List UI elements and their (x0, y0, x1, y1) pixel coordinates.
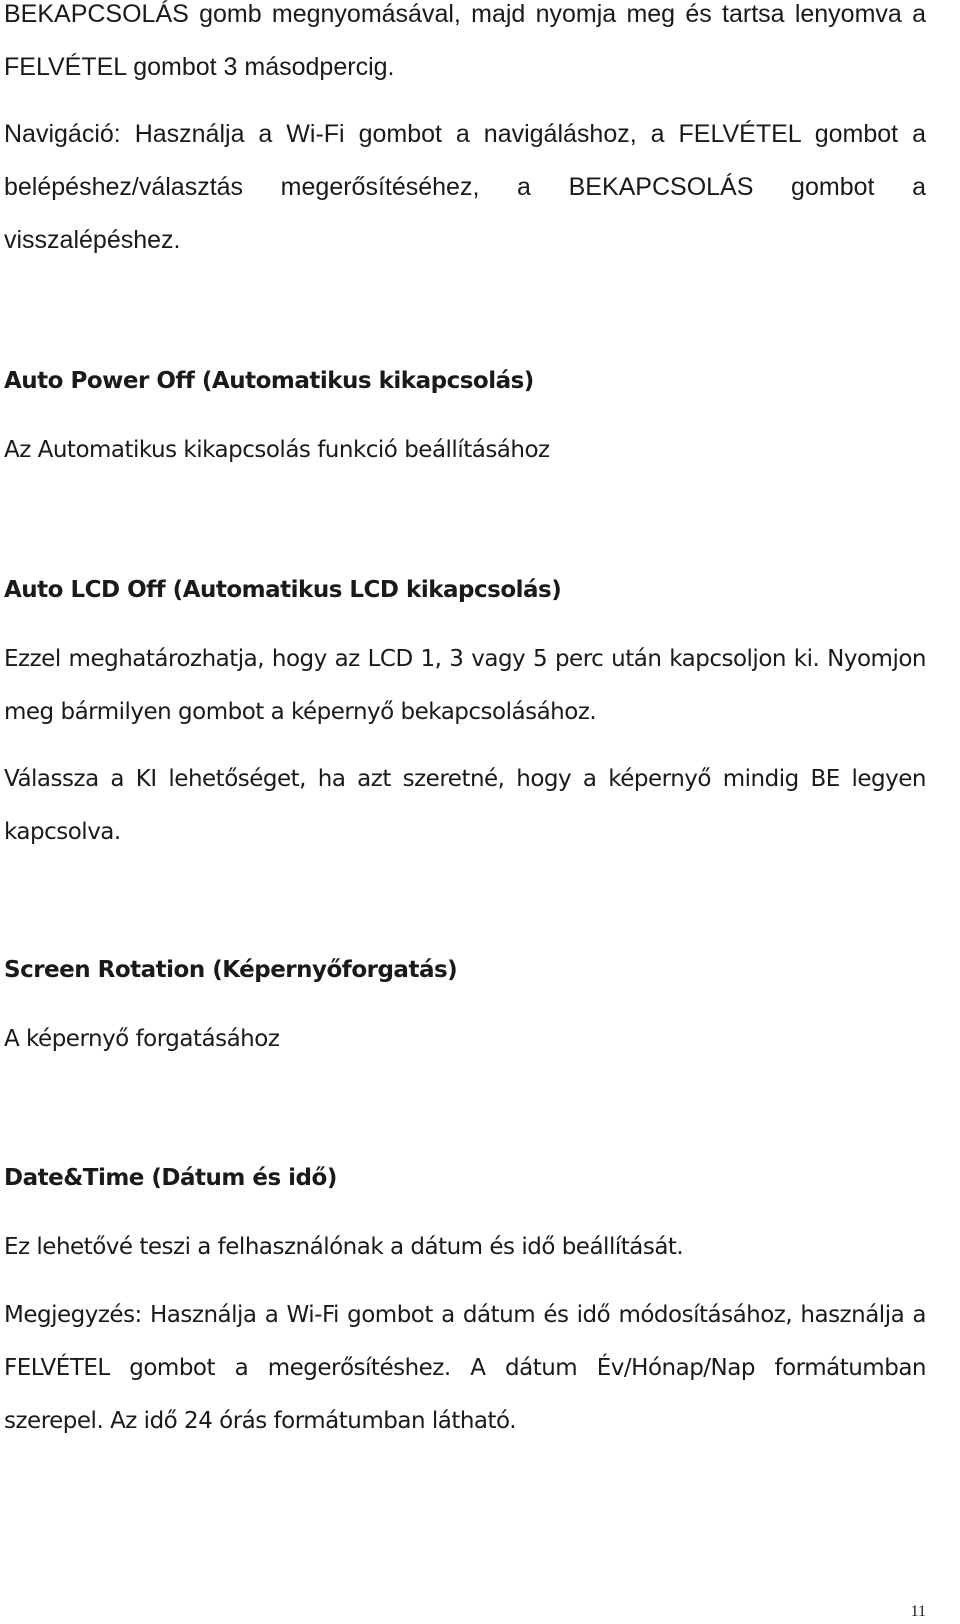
auto-lcd-off-heading: Auto LCD Off (Automatikus LCD kikapcsolás) (4, 577, 562, 603)
intro-paragraph: BEKAPCSOLÁS gomb megnyomásával, majd nyomja meg és tartsa lenyomva a FELVÉTEL gombot 3 másodpercig. (4, 0, 926, 81)
date-time-text: Ez lehetővé teszi a felhasználónak a dátum és idő beállítását. (4, 1234, 684, 1260)
date-time-heading: Date&Time (Dátum és idő) (4, 1165, 337, 1191)
auto-power-off-text: Az Automatikus kikapcsolás funkció beállításához (4, 437, 550, 463)
navigation-paragraph: Navigáció: Használja a Wi-Fi gombot a navigáláshoz, a FELVÉTEL gombot a belépéshez/választás megerősítéséhez, a BEKAPCSOLÁS gombot a visszalépéshez. (4, 120, 926, 254)
auto-lcd-off-text: Ezzel meghatározhatja, hogy az LCD 1, 3 vagy 5 perc után kapcsoljon ki. Nyomjon meg bármilyen gombot a képernyő bekapcsolásához. (4, 646, 926, 725)
screen-rotation-text: A képernyő forgatásához (4, 1026, 280, 1052)
date-time-note: Megjegyzés: Használja a Wi-Fi gombot a dátum és idő módosításához, használja a FELVÉTEL gombot a megerősítéshez. A dátum Év/Hónap/Nap formátumban szerepel. Az idő 24 órás formátumban látható. (4, 1302, 926, 1434)
page-number: 11 (910, 1603, 926, 1620)
screen-rotation-heading: Screen Rotation (Képernyőforgatás) (4, 957, 458, 983)
auto-lcd-off-note: Válassza a KI lehetőséget, ha azt szeretné, hogy a képernyő mindig BE legyen kapcsolva. (4, 766, 926, 845)
auto-power-off-heading: Auto Power Off (Automatikus kikapcsolás) (4, 368, 534, 394)
